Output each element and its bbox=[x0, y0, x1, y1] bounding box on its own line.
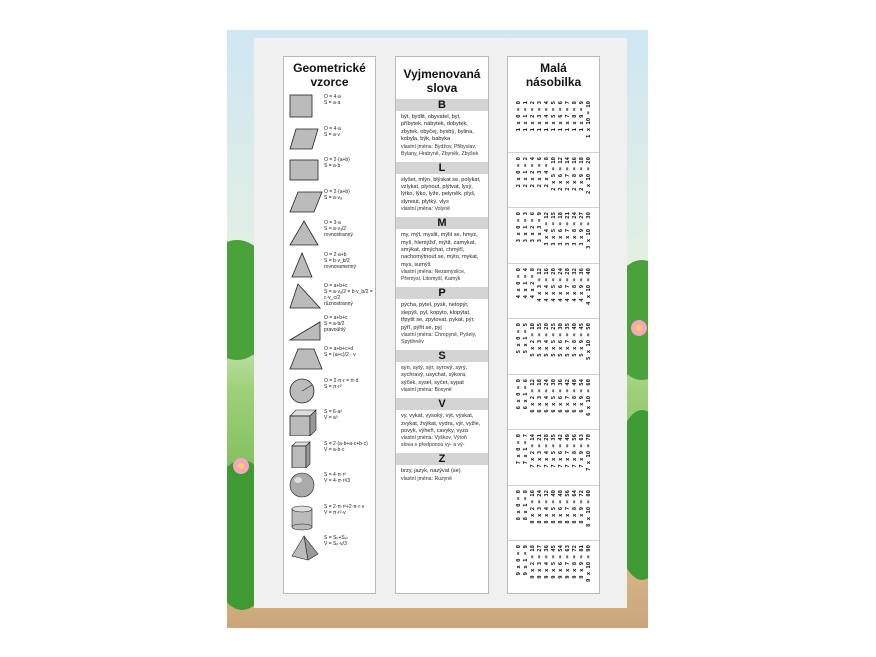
geometry-formula-text: O = 2·a+b S = b·v_b/2 rovnoramenný bbox=[324, 251, 356, 270]
geometry-formula-text: O = 3·a S = a·vₐ/2 rovnostranný bbox=[324, 220, 353, 238]
multiplication-line: 2 x 6 = 12 bbox=[558, 156, 564, 191]
geometry-title: Geometrické vzorce bbox=[293, 61, 366, 89]
geometry-formula-text: S = 2·(a·b+a·c+b·c) V = a·b·c bbox=[324, 440, 368, 453]
multiplication-line: 5 x 1 = 5 bbox=[523, 323, 529, 354]
words-section-list-text: brzy, jazyk, nazývat (se) bbox=[401, 468, 461, 475]
geometry-formula-row bbox=[284, 501, 375, 533]
multiplication-line: 5 x 2 = 10 bbox=[530, 323, 536, 357]
multiplication-line: 9 x 7 = 63 bbox=[565, 545, 571, 579]
multiplication-line: 2 x 7 = 14 bbox=[565, 156, 571, 191]
words-section-proper-names: vlastní jména: Ruzyně bbox=[401, 475, 453, 482]
multiplication-block bbox=[508, 97, 599, 152]
multiplication-line: 5 x 7 = 35 bbox=[565, 323, 571, 357]
words-section-proper-names: vlastní jména: Volyně bbox=[401, 206, 451, 213]
multiplication-line: 5 x 3 = 15 bbox=[537, 323, 543, 357]
words-section-proper-names: vlastní jména: Bydžov, Přibyslav, Bylany, Hrabyně, Zbyněk, Zbyšek bbox=[401, 143, 479, 157]
multiplication-line: 6 x 2 = 12 bbox=[530, 378, 536, 413]
words-section-letter: M bbox=[396, 217, 488, 229]
multiplication-block bbox=[508, 374, 599, 430]
multiplication-line: 4 x 6 = 24 bbox=[558, 267, 564, 302]
multiplication-title: Malá násobilka bbox=[525, 61, 582, 89]
multiplication-line: 1 x 9 = 9 bbox=[579, 101, 585, 132]
multiplication-line: 4 x 3 = 12 bbox=[537, 267, 543, 302]
words-section-proper-names: vlastní jména: Nezamyslice, Přemysl, Litomyšl, Kamýk bbox=[401, 269, 466, 283]
geometry-formula-text: O = 4·a S = a·v bbox=[324, 125, 341, 138]
multiplication-line: 2 x 8 = 16 bbox=[572, 156, 578, 191]
multiplication-line: 2 x 0 = 0 bbox=[516, 156, 522, 187]
geometry-formula-row bbox=[284, 249, 375, 281]
multiplication-line: 3 x 7 = 21 bbox=[565, 212, 571, 246]
words-section-list-text: my, mýt, myslit, mýlit se, hmyz, myš, hlemýžď, mýtit, zamykat, smýkat, dmýchat, chmýří, nachomýtnout se, mýto, mykat, mys, sumýš bbox=[401, 232, 479, 268]
equilateral-triangle-icon bbox=[288, 219, 324, 247]
words-section-p bbox=[396, 287, 488, 346]
geometry-formula-row bbox=[284, 280, 375, 312]
geometry-formula-text: O = 2·(a+b) S = a·vₐ bbox=[324, 188, 350, 201]
multiplication-line: 7 x 6 = 42 bbox=[558, 434, 564, 468]
multiplication-line: 6 x 6 = 36 bbox=[558, 378, 564, 413]
multiplication-line: 4 x 5 = 20 bbox=[551, 267, 557, 302]
geometry-formula-row bbox=[284, 312, 375, 344]
words-section-list-text: vy, vykat, vysoký, výt, výskat, zvykat, žvýkat, vydra, výr, vyžle, povyk, výheň, cavyky, vyza bbox=[401, 413, 481, 434]
circle-icon bbox=[288, 377, 324, 405]
geometry-formula-text: S = Sₚ+Sₚₗ V = Sₚ·v/3 bbox=[324, 535, 348, 547]
multiplication-line: 7 x 4 = 28 bbox=[544, 434, 550, 468]
multiplication-line: 1 x 2 = 2 bbox=[530, 101, 536, 132]
words-section-letter: L bbox=[396, 162, 488, 174]
right-triangle-icon bbox=[288, 314, 324, 342]
multiplication-line: 6 x 4 = 24 bbox=[544, 378, 550, 413]
multiplication-line: 7 x 0 = 0 bbox=[516, 434, 522, 465]
multiplication-line: 7 x 9 = 63 bbox=[579, 434, 585, 468]
multiplication-line: 1 x 4 = 4 bbox=[544, 101, 550, 132]
multiplication-block bbox=[508, 263, 599, 319]
geometry-formula-text: O = a+b+c S = a·vₐ/2 = b·v_b/2 = c·v_c/2 různostranný bbox=[324, 283, 373, 307]
multiplication-line: 2 x 10 = 20 bbox=[586, 156, 592, 194]
words-section-b bbox=[396, 99, 488, 158]
words-section-letter: Z bbox=[396, 453, 488, 465]
multiplication-line: 1 x 10 = 10 bbox=[586, 101, 592, 139]
trapezoid-icon bbox=[288, 345, 324, 373]
multiplication-line: 2 x 1 = 2 bbox=[523, 156, 529, 187]
words-section-list-text: být, bydlit, obyvatel, byt, příbytek, nábytek, dobytek, zbytek, obyčej, bystrý, bylina, kobyla, býk, babyka bbox=[401, 114, 474, 143]
multiplication-line: 6 x 7 = 42 bbox=[565, 378, 571, 413]
words-section-letter: S bbox=[396, 350, 488, 362]
multiplication-line: 2 x 9 = 18 bbox=[579, 156, 585, 191]
multiplication-line: 6 x 8 = 48 bbox=[572, 378, 578, 413]
geometry-bookmark bbox=[283, 56, 376, 594]
multiplication-line: 8 x 10 = 80 bbox=[586, 489, 592, 527]
multiplication-line: 5 x 0 = 0 bbox=[516, 323, 522, 354]
words-section-m bbox=[396, 217, 488, 283]
multiplication-line: 8 x 6 = 48 bbox=[558, 489, 564, 524]
geometry-formula-text: O = 2·π·r = π·d S = π·r² bbox=[324, 377, 359, 390]
multiplication-block bbox=[508, 540, 599, 594]
multiplication-line: 5 x 10 = 50 bbox=[586, 323, 592, 361]
multiplication-line: 2 x 5 = 10 bbox=[551, 156, 557, 191]
multiplication-line: 4 x 8 = 32 bbox=[572, 267, 578, 302]
multiplication-line: 5 x 8 = 40 bbox=[572, 323, 578, 357]
geometry-formula-row bbox=[284, 532, 375, 564]
geometry-formula-row bbox=[284, 406, 375, 438]
multiplication-line: 6 x 0 = 0 bbox=[516, 378, 522, 409]
multiplication-line: 3 x 4 = 12 bbox=[544, 212, 550, 246]
multiplication-line: 4 x 9 = 36 bbox=[579, 267, 585, 302]
geometry-formula-text: S = 6·a² V = a³ bbox=[324, 409, 342, 421]
multiplication-block bbox=[508, 429, 599, 485]
words-section-proper-names: vlastní jména: Chropyně, Pyšely, Spytihněv bbox=[401, 331, 477, 345]
words-section-proper-names: vlastní jména: Bosyně bbox=[401, 387, 452, 394]
multiplication-line: 7 x 10 = 70 bbox=[586, 434, 592, 472]
multiplication-line: 9 x 10 = 90 bbox=[586, 545, 592, 583]
multiplication-line: 3 x 8 = 24 bbox=[572, 212, 578, 246]
multiplication-line: 1 x 8 = 8 bbox=[572, 101, 578, 132]
multiplication-line: 3 x 0 = 0 bbox=[516, 212, 522, 243]
multiplication-bookmark bbox=[507, 56, 600, 594]
words-section-z bbox=[396, 453, 488, 482]
multiplication-line: 8 x 8 = 64 bbox=[572, 489, 578, 524]
multiplication-line: 8 x 7 = 56 bbox=[565, 489, 571, 524]
multiplication-line: 1 x 0 = 0 bbox=[516, 101, 522, 132]
multiplication-line: 4 x 7 = 28 bbox=[565, 267, 571, 302]
multiplication-line: 4 x 2 = 8 bbox=[530, 267, 536, 298]
multiplication-line: 7 x 3 = 21 bbox=[537, 434, 543, 468]
multiplication-line: 7 x 1 = 7 bbox=[523, 434, 529, 465]
multiplication-line: 9 x 6 = 54 bbox=[558, 545, 564, 579]
multiplication-line: 8 x 0 = 0 bbox=[516, 489, 522, 520]
multiplication-line: 4 x 4 = 16 bbox=[544, 267, 550, 302]
words-section-proper-names: vlastní jména: Vyškov, Výtoň slova s předponou vy- a vý- bbox=[401, 435, 467, 449]
multiplication-line: 5 x 9 = 45 bbox=[579, 323, 585, 357]
multiplication-line: 3 x 6 = 18 bbox=[558, 212, 564, 246]
multiplication-line: 5 x 5 = 25 bbox=[551, 323, 557, 357]
words-section-l bbox=[396, 162, 488, 214]
geometry-formula-text: O = 2·(a+b) S = a·b bbox=[324, 157, 350, 169]
multiplication-line: 7 x 8 = 56 bbox=[572, 434, 578, 468]
words-section-list-text: pýcha, pytel, pysk, netopýr, slepýš, pyl, kopyto, klopýtat, třpytit se, zpytovat, pykat, pýr, pýří, pýřit se, pyj bbox=[401, 302, 475, 331]
cube-icon bbox=[288, 408, 324, 436]
geometry-formula-text: O = 4·a S = a·a bbox=[324, 94, 341, 106]
multiplication-line: 3 x 1 = 3 bbox=[523, 212, 529, 243]
multiplication-line: 2 x 4 = 8 bbox=[544, 156, 550, 187]
words-section-list-text: syn, sytý, sýr, syrový, syrý, sychravý, usychat, sýkora, sýček, sysel, syčet, sypat bbox=[401, 364, 468, 386]
multiplication-line: 1 x 1 = 1 bbox=[523, 101, 529, 132]
multiplication-line: 8 x 2 = 16 bbox=[530, 489, 536, 524]
spelling-words-bookmark bbox=[395, 56, 489, 594]
geometry-formula-row bbox=[284, 469, 375, 501]
multiplication-line: 6 x 1 = 6 bbox=[523, 378, 529, 409]
multiplication-line: 8 x 3 = 24 bbox=[537, 489, 543, 524]
multiplication-line: 9 x 2 = 18 bbox=[530, 545, 536, 579]
multiplication-line: 8 x 9 = 72 bbox=[579, 489, 585, 524]
multiplication-line: 1 x 6 = 6 bbox=[558, 101, 564, 132]
multiplication-line: 3 x 3 = 9 bbox=[537, 212, 543, 243]
multiplication-line: 8 x 4 = 32 bbox=[544, 489, 550, 524]
multiplication-line: 8 x 1 = 8 bbox=[523, 489, 529, 520]
multiplication-line: 4 x 0 = 0 bbox=[516, 267, 522, 298]
sphere-icon bbox=[288, 471, 324, 499]
multiplication-block bbox=[508, 485, 599, 541]
multiplication-line: 7 x 2 = 14 bbox=[530, 434, 536, 468]
geometry-formula-row bbox=[284, 123, 375, 155]
geometry-formula-text: O = a+b+c S = a·b/2 pravoúhlý bbox=[324, 314, 348, 333]
multiplication-line: 8 x 5 = 40 bbox=[551, 489, 557, 524]
words-section-list bbox=[396, 99, 488, 483]
flower-right bbox=[631, 320, 647, 336]
words-title: Vyjmenovaná slova bbox=[403, 67, 481, 95]
multiplication-block bbox=[508, 207, 599, 263]
multiplication-line: 9 x 8 = 72 bbox=[572, 545, 578, 579]
multiplication-line: 1 x 7 = 7 bbox=[565, 101, 571, 132]
multiplication-line: 6 x 3 = 18 bbox=[537, 378, 543, 413]
multiplication-line: 9 x 0 = 0 bbox=[516, 545, 522, 576]
geometry-formula-row bbox=[284, 217, 375, 249]
words-section-list-text: slyšet, mlýn, blýskat se, polykat, vzlykat, plynout, plýtvat, lysý, lýtko, lýko, lyže, pelyněk, plyš, slynout, plytký, vlys bbox=[401, 176, 481, 205]
multiplication-line: 6 x 10 = 60 bbox=[586, 378, 592, 416]
rectangle-icon bbox=[288, 156, 324, 184]
geometry-formula-text: S = 4·π·r² V = 4·π·r³/3 bbox=[324, 472, 351, 484]
geometry-formula-row bbox=[284, 375, 375, 407]
multiplication-line: 3 x 9 = 27 bbox=[579, 212, 585, 246]
cuboid-icon bbox=[288, 440, 324, 468]
multiplication-line: 9 x 1 = 9 bbox=[523, 545, 529, 576]
multiplication-line: 5 x 6 = 30 bbox=[558, 323, 564, 357]
words-section-letter: V bbox=[396, 398, 488, 410]
multiplication-line: 3 x 2 = 6 bbox=[530, 212, 536, 243]
multiplication-line: 4 x 10 = 40 bbox=[586, 267, 592, 305]
multiplication-table bbox=[508, 97, 599, 594]
geometry-formula-row bbox=[284, 91, 375, 123]
cylinder-icon bbox=[288, 503, 324, 531]
isosceles-triangle-icon bbox=[288, 251, 324, 279]
rhombus-icon bbox=[288, 125, 324, 153]
geometry-formula-row bbox=[284, 343, 375, 375]
geometry-formula-row bbox=[284, 154, 375, 186]
multiplication-line: 7 x 7 = 49 bbox=[565, 434, 571, 468]
geometry-formula-row bbox=[284, 438, 375, 470]
multiplication-line: 9 x 3 = 27 bbox=[537, 545, 543, 579]
scalene-triangle-icon bbox=[288, 282, 324, 310]
geometry-formula-text: O = a+b+c+d S = (a+c)/2 · v bbox=[324, 346, 356, 358]
pyramid-icon bbox=[288, 534, 324, 562]
multiplication-line: 3 x 5 = 15 bbox=[551, 212, 557, 246]
geometry-formula-row bbox=[284, 186, 375, 218]
multiplication-line: 6 x 5 = 30 bbox=[551, 378, 557, 413]
multiplication-line: 7 x 5 = 35 bbox=[551, 434, 557, 468]
geometry-formula-list bbox=[284, 91, 375, 564]
multiplication-line: 5 x 4 = 20 bbox=[544, 323, 550, 357]
multiplication-line: 6 x 9 = 54 bbox=[579, 378, 585, 413]
multiplication-line: 9 x 5 = 45 bbox=[551, 545, 557, 579]
multiplication-line: 3 x 10 = 30 bbox=[586, 212, 592, 250]
parallelogram-icon bbox=[288, 188, 324, 216]
multiplication-line: 1 x 5 = 5 bbox=[551, 101, 557, 132]
multiplication-line: 1 x 3 = 3 bbox=[537, 101, 543, 132]
square-icon bbox=[288, 93, 324, 121]
words-section-s bbox=[396, 350, 488, 394]
words-section-v bbox=[396, 398, 488, 449]
multiplication-line: 9 x 4 = 36 bbox=[544, 545, 550, 579]
words-section-letter: B bbox=[396, 99, 488, 111]
multiplication-block bbox=[508, 152, 599, 208]
multiplication-block bbox=[508, 318, 599, 374]
flower-left bbox=[233, 458, 249, 474]
words-section-letter: P bbox=[396, 287, 488, 299]
multiplication-line: 2 x 3 = 6 bbox=[537, 156, 543, 187]
multiplication-line: 4 x 1 = 4 bbox=[523, 267, 529, 298]
geometry-formula-text: S = 2·π·r²+2·π·r·v V = π·r²·v bbox=[324, 503, 365, 516]
multiplication-line: 9 x 9 = 81 bbox=[579, 545, 585, 579]
multiplication-line: 2 x 2 = 4 bbox=[530, 156, 536, 187]
